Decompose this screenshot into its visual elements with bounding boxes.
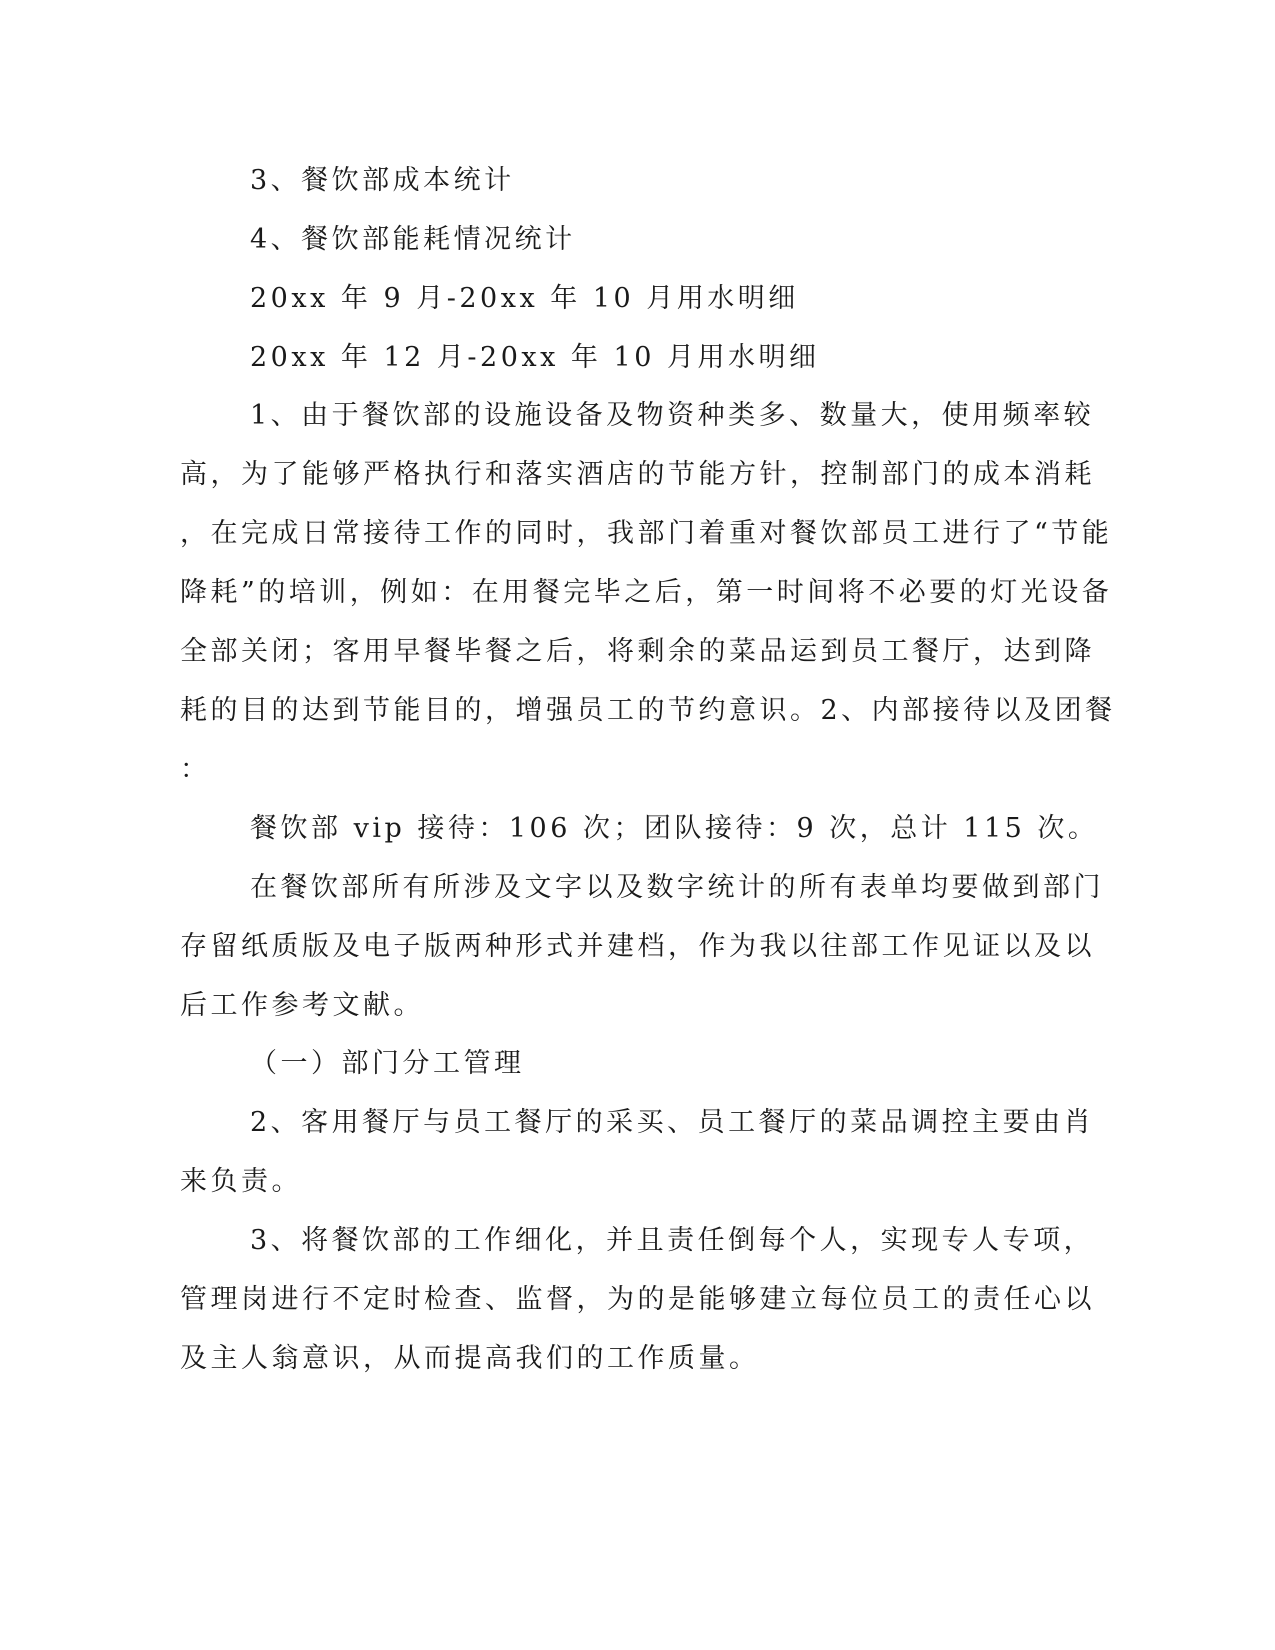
paragraph-purchasing-line-1: 2、客用餐厅与员工餐厅的采买、员工餐厅的菜品调控主要由肖 [250,1107,1095,1138]
paragraph-energy-saving-line-4: 降耗”的培训，例如：在用餐完毕之后，第一时间将不必要的灯光设备 [180,577,1113,608]
paragraph-work-refinement-line-2: 管理岗进行不定时检查、监督，为的是能够建立每位员工的责任心以 [180,1284,1095,1315]
paragraph-archiving-line-3: 后工作参考文献。 [180,990,424,1021]
reception-summary: 餐饮部 vip 接待：106 次；团队接待：9 次，总计 115 次。 [250,813,1099,844]
paragraph-energy-saving-line-1: 1、由于餐饮部的设施设备及物资种类多、数量大，使用频率较 [250,400,1095,431]
section-heading-division-of-labor: （一）部门分工管理 [250,1048,525,1079]
paragraph-archiving-line-1: 在餐饮部所有所涉及文字以及数字统计的所有表单均要做到部门 [250,872,1104,903]
paragraph-work-refinement-line-3: 及主人翁意识，从而提高我们的工作质量。 [180,1343,760,1374]
paragraph-energy-saving-line-3: ，在完成日常接待工作的同时，我部门着重对餐饮部员工进行了“节能 [180,518,1113,549]
paragraph-energy-saving-line-5: 全部关闭；客用早餐毕餐之后，将剩余的菜品运到员工餐厅，达到降 [180,636,1095,667]
paragraph-archiving-line-2: 存留纸质版及电子版两种形式并建档，作为我以往部工作见证以及以 [180,931,1095,962]
list-item-energy-statistics: 4、餐饮部能耗情况统计 [250,224,576,255]
paragraph-energy-saving-line-2: 高，为了能够严格执行和落实酒店的节能方针，控制部门的成本消耗 [180,459,1095,490]
paragraph-energy-saving-line-6: 耗的目的达到节能目的，增强员工的节约意识。2、内部接待以及团餐 [180,695,1116,726]
water-detail-line-1: 20xx 年 9 月-20xx 年 10 月用水明细 [250,283,799,314]
paragraph-purchasing-line-2: 来负责。 [180,1166,302,1197]
water-detail-line-2: 20xx 年 12 月-20xx 年 10 月用水明细 [250,342,820,373]
paragraph-energy-saving-line-7: ： [180,754,211,785]
list-item-cost-statistics: 3、餐饮部成本统计 [250,165,515,196]
paragraph-work-refinement-line-1: 3、将餐饮部的工作细化，并且责任倒每个人，实现专人专项， [250,1225,1095,1256]
